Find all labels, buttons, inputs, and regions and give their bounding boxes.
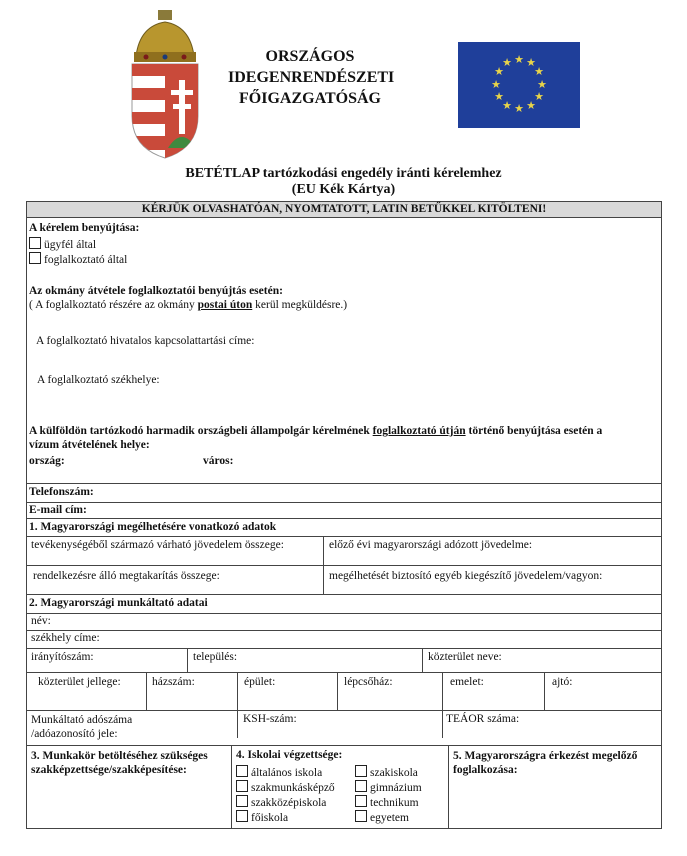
- pickup-note-underlined: postai úton: [197, 299, 253, 311]
- section4-heading: 4. Iskolai végzettsége:: [236, 749, 343, 761]
- instruction-banner: KÉRJÜK OLVASHATÓAN, NYOMTATOTT, LATIN BETŰKKEL KITÖLTENI!: [27, 202, 661, 217]
- svg-text:★: ★: [526, 56, 536, 69]
- teaor-number-field[interactable]: TEÁOR száma:: [446, 713, 520, 725]
- checkbox[interactable]: [236, 765, 248, 777]
- zip-code-field[interactable]: irányítószám:: [31, 651, 94, 663]
- previous-income-field[interactable]: előző évi magyarországi adózott jövedelme:: [329, 539, 533, 551]
- submission-option-client[interactable]: [29, 237, 96, 251]
- svg-text:★: ★: [514, 53, 524, 66]
- checkbox[interactable]: [29, 237, 41, 249]
- form-title-line2: (EU Kék Kártya): [291, 182, 396, 197]
- checkbox[interactable]: [355, 810, 367, 822]
- checkbox[interactable]: [236, 795, 248, 807]
- submission-option-employer[interactable]: [29, 252, 127, 266]
- section3-heading: [31, 749, 208, 777]
- education-option-technical-school[interactable]: [355, 795, 419, 809]
- education-option-vocational-secondary[interactable]: [236, 795, 326, 809]
- phone-field[interactable]: Telefonszám:: [29, 486, 94, 498]
- tax-label-line1: Munkáltató adószáma: [31, 714, 133, 726]
- staircase-field[interactable]: lépcsőház:: [344, 676, 393, 688]
- org-name-line1: ORSZÁGOS: [265, 48, 355, 65]
- checkbox[interactable]: [355, 765, 367, 777]
- section3-heading-line1: 3. Munkakör betöltéséhez szükséges: [31, 750, 208, 762]
- street-name-field[interactable]: közterület neve:: [428, 651, 502, 663]
- floor-field[interactable]: emelet:: [450, 676, 484, 688]
- employer-name-field[interactable]: név:: [31, 615, 51, 627]
- svg-text:★: ★: [534, 90, 544, 103]
- svg-text:★: ★: [514, 102, 524, 115]
- section5-heading: [453, 749, 637, 777]
- education-label: általános iskola: [251, 767, 323, 779]
- submission-option-employer-label: foglalkoztató által: [44, 254, 128, 266]
- svg-text:★: ★: [491, 78, 501, 91]
- section5-heading-line1: 5. Magyarországra érkezést megelőző: [453, 750, 638, 762]
- visa-country-field[interactable]: ország:: [29, 455, 65, 467]
- education-label: főiskola: [251, 812, 289, 824]
- visa-pickup-line1-underlined: foglalkoztató útján: [372, 425, 466, 437]
- svg-text:★: ★: [534, 65, 544, 78]
- employer-seat-field[interactable]: A foglalkoztató székhelye:: [37, 374, 160, 386]
- visa-city-field[interactable]: város:: [203, 455, 234, 467]
- svg-text:★: ★: [502, 56, 512, 69]
- education-option-elementary[interactable]: [236, 765, 322, 779]
- checkbox[interactable]: [355, 795, 367, 807]
- pickup-heading: Az okmány átvétele foglalkoztatói benyújtás esetén:: [29, 285, 283, 297]
- eu-flag: [458, 42, 580, 128]
- street-type-field[interactable]: közterület jellege:: [38, 676, 121, 688]
- other-income-field[interactable]: megélhetését biztosító egyéb kiegészítő jövedelem/vagyon:: [329, 570, 603, 582]
- form-title-line1: BETÉTLAP tartózkodási engedély iránti kérelemhez: [185, 166, 502, 181]
- section2-heading: 2. Magyarországi munkáltató adatai: [29, 597, 208, 609]
- education-label: szakmunkásképző: [251, 782, 335, 794]
- employer-seat-address-field[interactable]: székhely címe:: [31, 632, 100, 644]
- submission-option-client-label: ügyfél által: [44, 239, 97, 251]
- hungarian-coat-of-arms: [126, 8, 204, 160]
- org-name-line3: FŐIGAZGATÓSÁG: [239, 90, 381, 107]
- house-number-field[interactable]: házszám:: [152, 676, 195, 688]
- pickup-note-pre: ( A foglalkoztató részére az okmány: [29, 299, 198, 311]
- svg-text:★: ★: [494, 65, 504, 78]
- education-label: egyetem: [370, 812, 409, 824]
- pickup-note: [29, 299, 347, 311]
- building-field[interactable]: épület:: [244, 676, 276, 688]
- section5-heading-line2: foglalkozása:: [453, 764, 518, 776]
- visa-pickup-heading: [29, 424, 659, 452]
- education-option-college[interactable]: [236, 810, 288, 824]
- org-name: [228, 46, 395, 109]
- tax-label-line2: /adóazonosító jele:: [31, 728, 118, 740]
- expected-income-field[interactable]: tevékenységéből származó várható jövedelem összege:: [31, 539, 284, 551]
- education-label: technikum: [370, 797, 419, 809]
- town-field[interactable]: település:: [193, 651, 238, 663]
- ksh-number-field[interactable]: KSH-szám:: [243, 713, 297, 725]
- checkbox[interactable]: [236, 780, 248, 792]
- education-option-grammar-school[interactable]: [355, 780, 422, 794]
- education-label: szakközépiskola: [251, 797, 327, 809]
- svg-text:★: ★: [494, 90, 504, 103]
- savings-field[interactable]: rendelkezésre álló megtakarítás összege:: [33, 570, 220, 582]
- form-title: [0, 166, 687, 198]
- door-field[interactable]: ajtó:: [552, 676, 573, 688]
- education-label: szakiskola: [370, 767, 418, 779]
- visa-pickup-line1-pre: A külföldön tartózkodó harmadik országbeli állampolgár kérelmének: [29, 425, 373, 437]
- education-option-university[interactable]: [355, 810, 409, 824]
- section1-heading: 1. Magyarországi megélhetésére vonatkozó adatok: [29, 521, 277, 533]
- employer-contact-address-field[interactable]: A foglalkoztató hivatalos kapcsolattartási címe:: [36, 335, 255, 347]
- visa-pickup-line2: vízum átvételének helye:: [29, 439, 150, 451]
- section3-heading-line2: szakképzettsége/szakképesítése:: [31, 764, 187, 776]
- checkbox[interactable]: [29, 252, 41, 264]
- svg-text:★: ★: [537, 78, 547, 91]
- svg-text:★: ★: [502, 99, 512, 112]
- checkbox[interactable]: [236, 810, 248, 822]
- checkbox[interactable]: [355, 780, 367, 792]
- email-field[interactable]: E-mail cím:: [29, 504, 87, 516]
- education-option-vocational-training[interactable]: [236, 780, 335, 794]
- pickup-note-post: kerül megküldésre.): [252, 299, 348, 311]
- education-label: gimnázium: [370, 782, 422, 794]
- svg-text:★: ★: [526, 99, 536, 112]
- org-name-line2: IDEGENRENDÉSZETI: [228, 69, 395, 86]
- visa-pickup-line1-post: történő benyújtása esetén a: [465, 425, 603, 437]
- employer-tax-number-field[interactable]: [31, 713, 132, 741]
- education-option-vocational-school[interactable]: [355, 765, 418, 779]
- submission-heading: A kérelem benyújtása:: [29, 222, 140, 234]
